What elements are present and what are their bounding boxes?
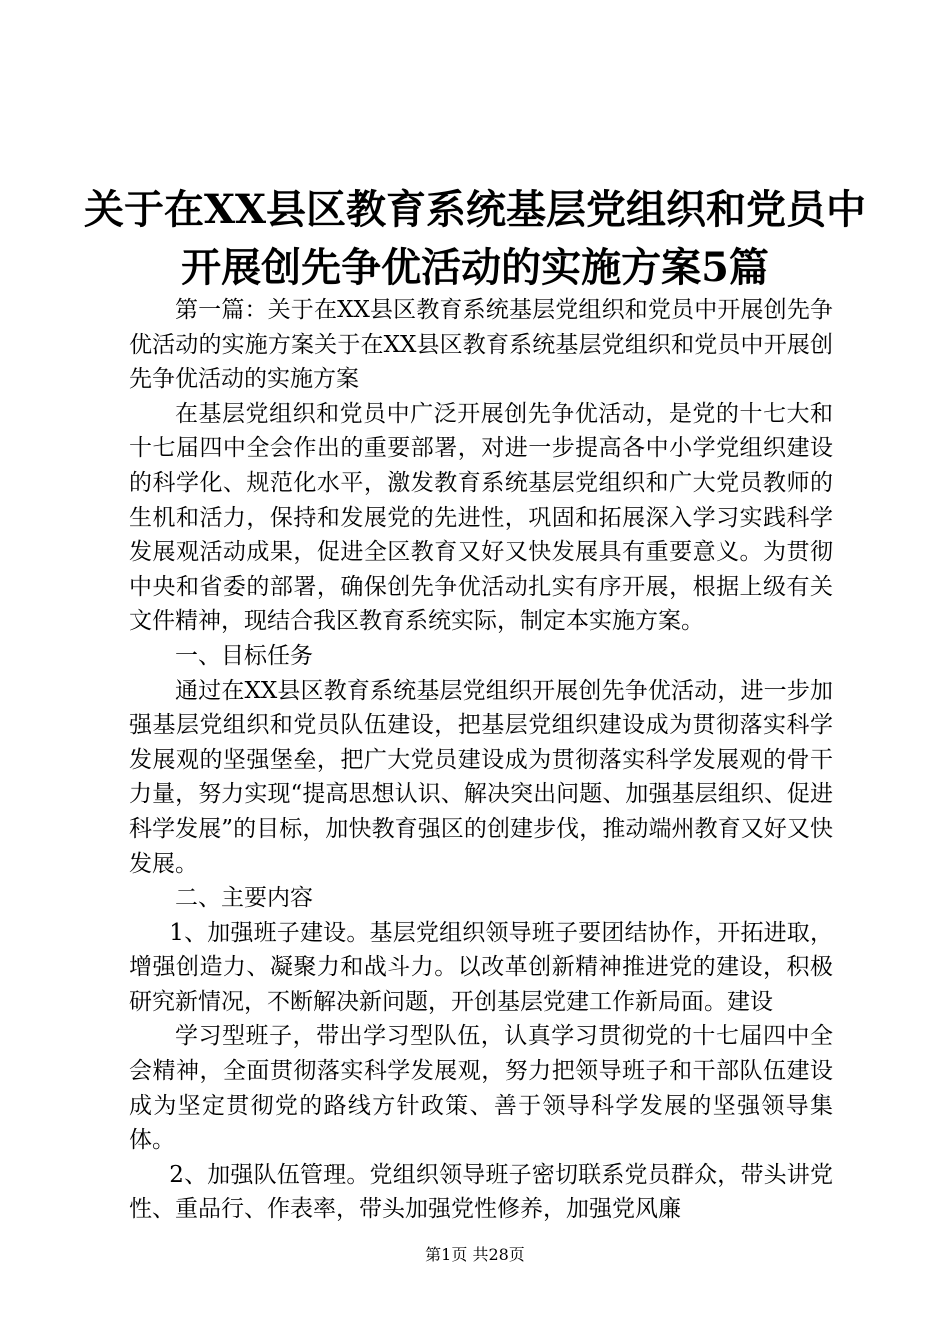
document-title-line-1: 关于在XX县区教育系统基层党组织和党员中 — [83, 186, 867, 233]
paragraph-item-1-continued: 学习型班子，带出学习型队伍，认真学习贯彻党的十七届四中全会精神，全面贯彻落实科学发展观，努力把领导班子和干部队伍建设成为坚定贯彻党的路线方针政策、善于领导科学发展的坚强领导集体。 — [129, 1023, 833, 1154]
section-heading-goals: 一、目标任务 — [175, 642, 313, 669]
paragraph-item-1: 1、加强班子建设。基层党组织领导班子要团结协作，开拓进取，增强创造力、凝聚力和战斗力。以改革创新精神推进党的建设，积极研究新情况，不断解决新问题，开创基层党建工作新局面。建设 — [129, 919, 833, 1015]
paragraph-chapter-heading: 第一篇：关于在XX县区教育系统基层党组织和党员中开展创先争优活动的实施方案关于在XX县区教育系统基层党组织和党员中开展创先争优活动的实施方案 — [129, 297, 833, 393]
paragraph-item-2: 2、加强队伍管理。党组织领导班子密切联系党员群众，带头讲党性、重品行、作表率，带头加强党性修养，加强党风廉 — [129, 1161, 833, 1223]
paragraph-goals: 通过在XX县区教育系统基层党组织开展创先争优活动，进一步加强基层党组织和党员队伍建设，把基层党组织建设成为贯彻落实科学发展观的坚强堡垒，把广大党员建设成为贯彻落实科学发展观的骨干力量，努力实现“提高思想认识、解决突出问题、加强基层组织、促进科学发展”的目标，加快教育强区的创建步伐，推动端州教育又好又快发展。 — [129, 677, 833, 877]
document-title-line-2: 开展创先争优活动的实施方案5篇 — [181, 244, 769, 291]
page-footer: 第1页 共28页 — [425, 1245, 525, 1264]
document-body — [129, 293, 833, 1227]
paragraph-intro: 在基层党组织和党员中广泛开展创先争优活动，是党的十七大和十七届四中全会作出的重要部署，对进一步提高各中小学党组织建设的科学化、规范化水平，激发教育系统基层党组织和广大党员教师的生机和活力，保持和发展党的先进性，巩固和拓展深入学习实践科学发展观活动成果，促进全区教育又好又快发展具有重要意义。为贯彻中央和省委的部署，确保创先争优活动扎实有序开展，根据上级有关文件精神，现结合我区教育系统实际，制定本实施方案。 — [129, 400, 833, 635]
section-heading-content: 二、主要内容 — [175, 885, 313, 912]
